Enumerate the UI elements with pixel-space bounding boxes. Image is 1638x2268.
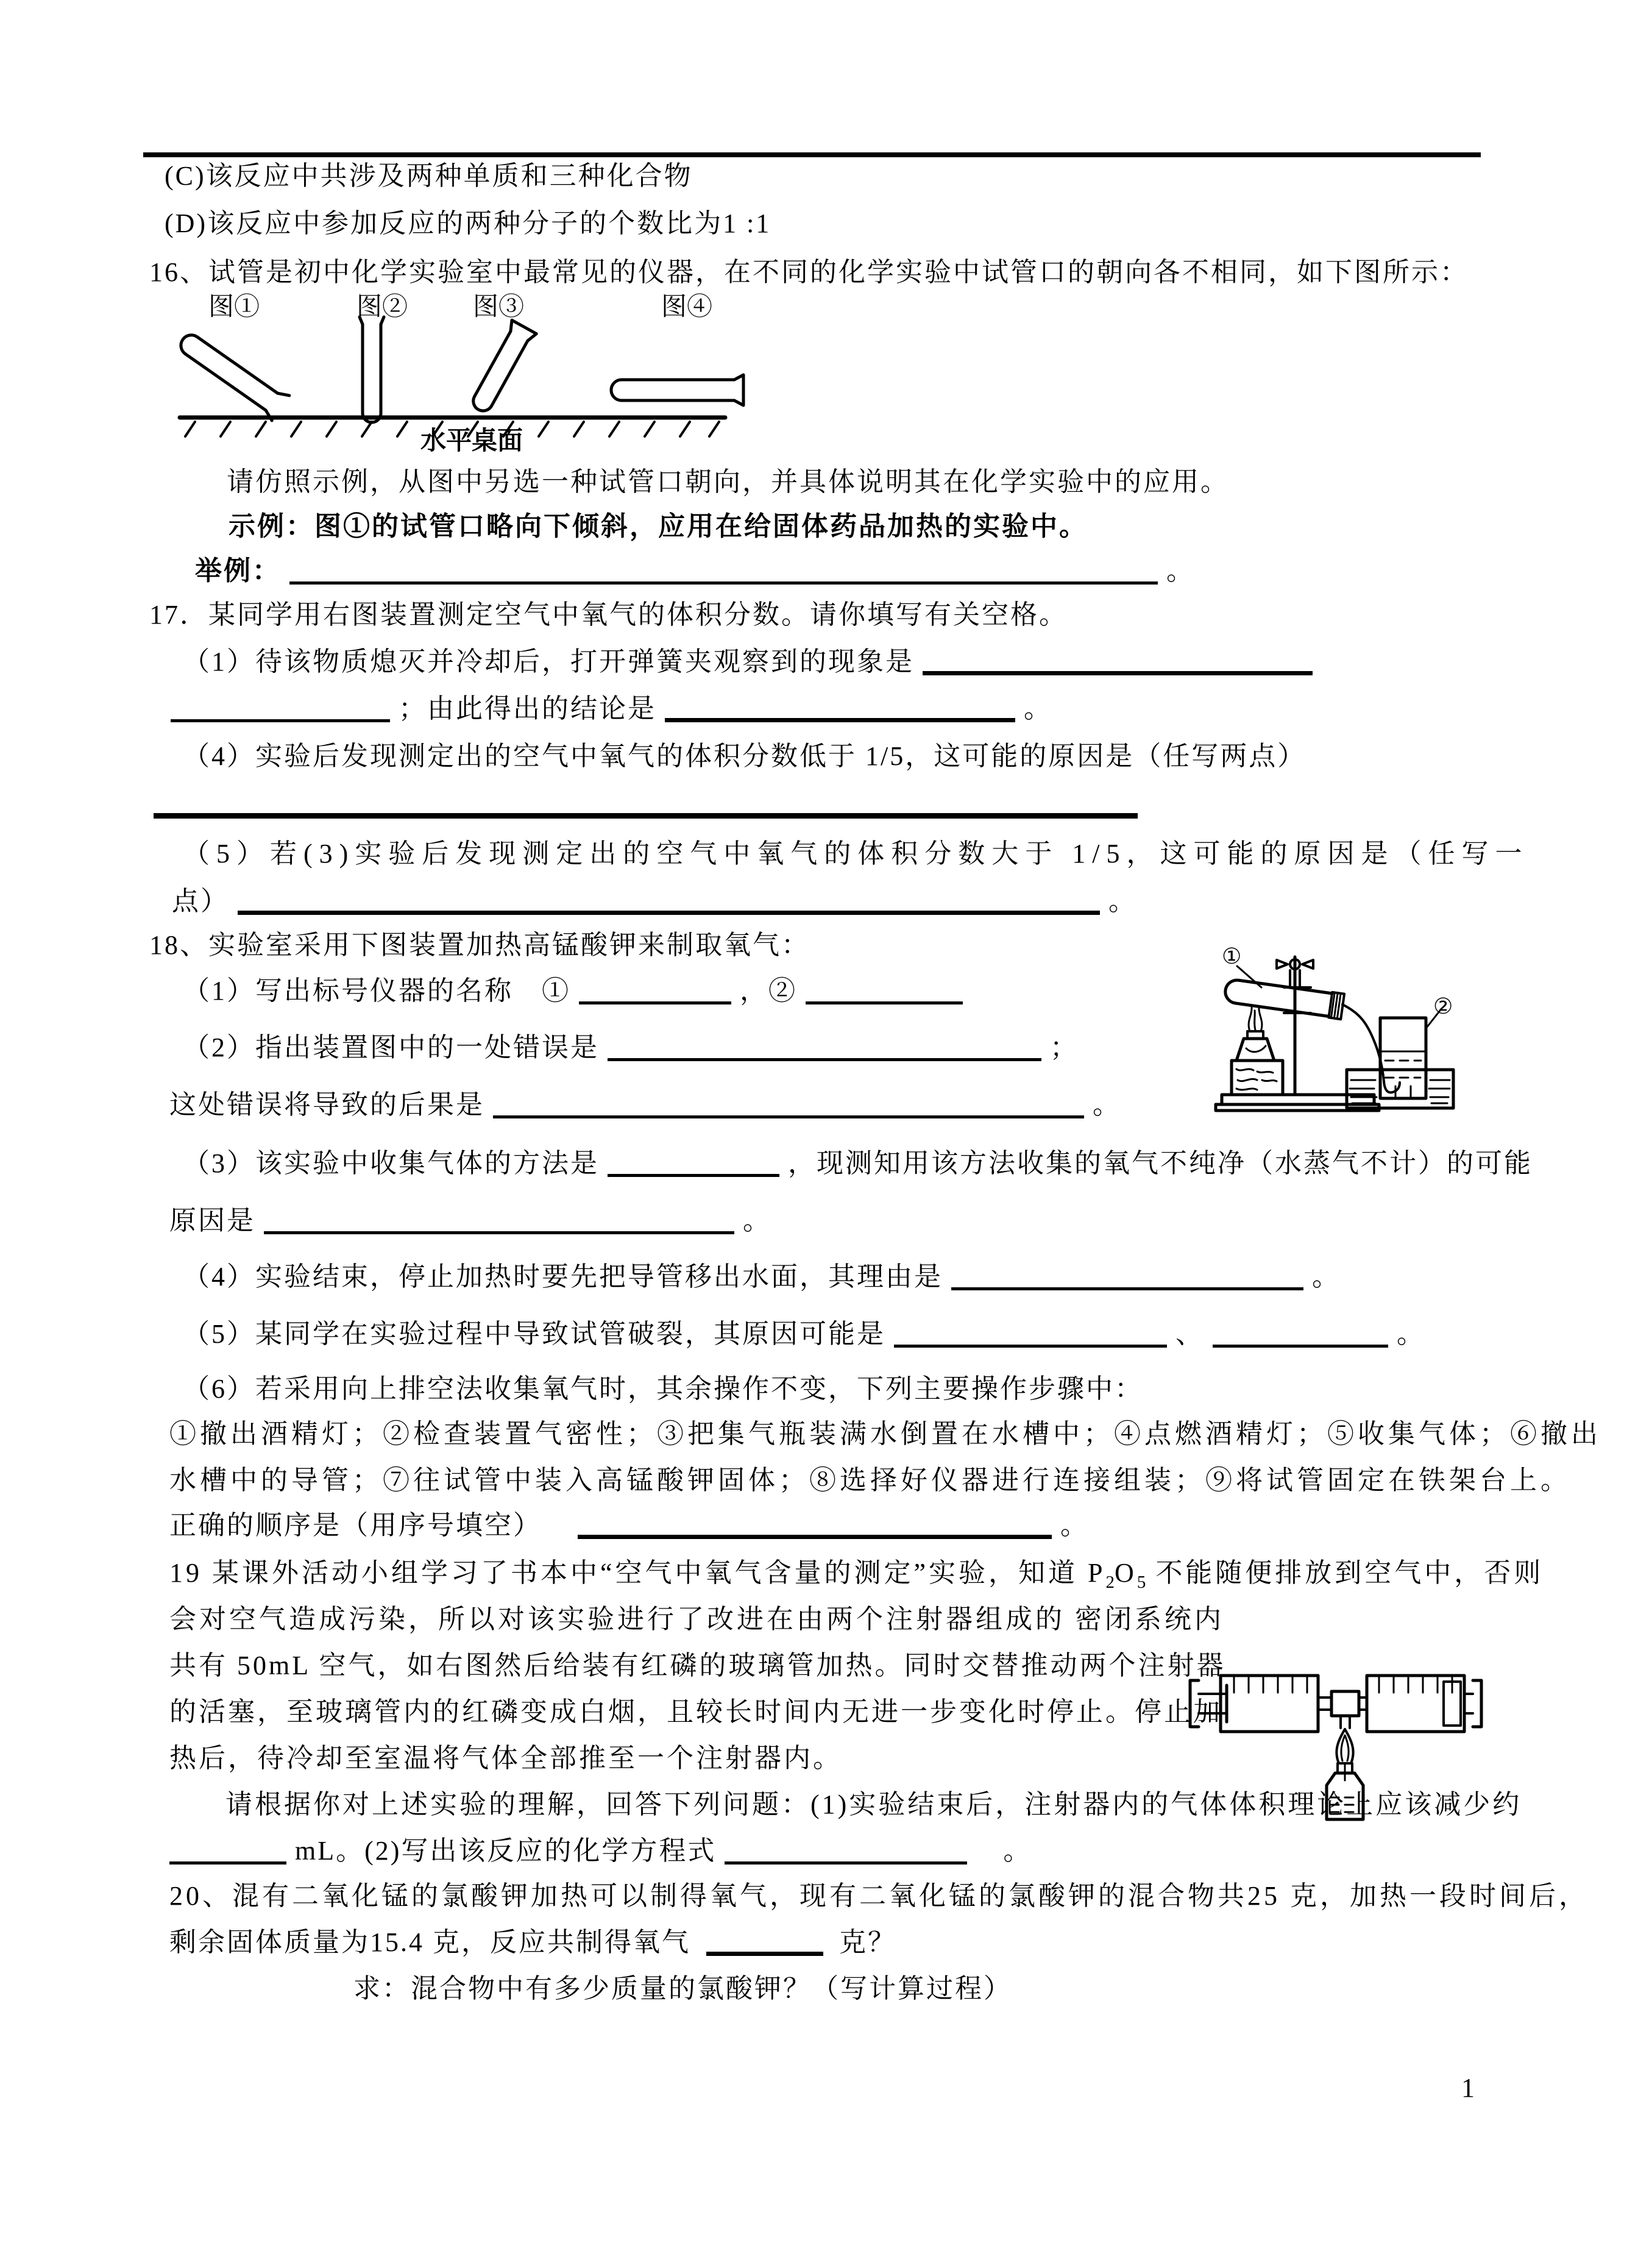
question-16-instruction-text: 请仿照示例，从图中另选一种试管口朝向，并具体说明其在化学实验中的应用。 [227,467,1229,497]
answer-blank-q17-1b[interactable] [171,694,390,722]
answer-blank-q18-1b[interactable] [806,976,963,1004]
question-18-part5 [183,1317,1425,1352]
question-16-answer-line [195,553,1195,589]
answer-blank-q18-1a[interactable] [579,976,731,1004]
question-19-line-6-text: 请根据你对上述实验的理解，回答下列问题：(1)实验结束后，注射器内的气体体积理论上应该减少约 [225,1790,1522,1819]
question-18-steps-1 [169,1417,1601,1452]
left-syringe [1190,1676,1331,1732]
option-d-text: (D)该反应中参加反应的两种分子的个数比为1 :1 [165,208,771,238]
answer-blank-q18-5a[interactable] [894,1319,1167,1348]
figure-2-label: 图② [356,293,408,321]
question-16-example [229,509,1088,544]
question-18-steps-1-text: ①撤出酒精灯；②检查装置气密性；③把集气瓶装满水倒置在水槽中；④点燃酒精灯；⑤收集气体；⑥撤出 [169,1419,1601,1449]
question-19-line-4-text: 的活塞，至玻璃管内的红磷变成白烟，且较长时间内无进一步变化时停止。停止加 [169,1697,1222,1727]
figure-4-label: 图④ [661,293,713,321]
semicolon: ； [1050,1033,1079,1062]
option-c-text: (C)该反应中共涉及两种单质和三种化合物 [165,161,693,191]
question-16-intro-text: 16、试管是初中化学实验室中最常见的仪器，在不同的化学实验中试管口的朝向各不相同，如下图所示： [149,257,1469,287]
page-number: 1 [1461,2073,1475,2103]
question-17-intro-text: 17．某同学用右图装置测定空气中氧气的体积分数。请你填写有关空格。 [149,600,1068,630]
question-17-part5-cont [172,884,1137,919]
test-tube-2 [360,317,384,422]
enum-comma: 、 [1175,1319,1204,1349]
apparatus-label-2: ② [1433,994,1453,1018]
question-16-example-text: 示例：图①的试管口略向下倾斜，应用在给固体药品加热的实验中。 [229,511,1088,541]
subscript-5: 5 [1136,1572,1146,1592]
question-17-intro [149,597,1068,633]
question-19-line-2-text: 会对空气造成污染，所以对该实验进行了改进在由两个注射器组成的 密闭系统内 [169,1604,1224,1634]
question-18-part5-text: （5）某同学在实验过程中导致试管破裂，其原因可能是 [183,1319,885,1349]
question-20-line-2-text: 剩余固体质量为15.4 克，反应共制得氧气 [169,1927,690,1957]
period: 。 [1108,886,1137,916]
question-17-part5-cont-text: 点） [172,886,229,916]
question-19-line-3-text: 共有 50mL 空气，如右图然后给装有红磷的玻璃管加热。同时交替推动两个注射器 [169,1651,1226,1680]
question-18-part4-text: （4）实验结束，停止加热时要先把导管移出水面，其理由是 [183,1262,943,1292]
question-19-line-4 [169,1694,1222,1730]
question-17-part1-cont [171,691,1052,727]
question-18-part2 [183,1030,1079,1065]
answer-blank-q18-order[interactable] [578,1509,1052,1539]
question-16-answer-label: 举例： [195,556,281,586]
question-19-line-2 [169,1602,1224,1637]
question-18-part6-text: （6）若采用向上排空法收集氧气时，其余操作不变，下列主要操作步骤中： [183,1374,1143,1404]
question-19-formula-o: O [1115,1558,1137,1588]
question-17-part4-answer [154,787,1138,823]
question-19-line-5-text: 热后，待冷却至室温将气体全部推至一个注射器内。 [169,1743,842,1773]
question-17-part5-text: （5）若(3)实验后发现测定出的空气中氧气的体积分数大于 1/5，这可能的原因是（任写一 [183,839,1529,869]
period: 。 [1093,1090,1121,1120]
question-17-part4 [183,739,1306,774]
period: 。 [743,1206,771,1235]
question-18-order [169,1508,1089,1543]
question-19-line-1 [169,1555,1544,1600]
period: 。 [1003,1836,1032,1866]
question-18-part3-cont [169,1203,771,1239]
question-20-line-2-text2: 克？ [839,1927,896,1957]
answer-blank-q18-5b[interactable] [1213,1319,1388,1348]
question-18-part3 [183,1146,1533,1181]
answer-blank-q17-5[interactable] [238,885,1100,915]
option-c [165,158,693,194]
table-surface-label: 水平桌面 [420,427,523,455]
question-19-line-5 [169,1741,842,1776]
question-18-part2-cont [169,1087,1121,1123]
subscript-2: 2 [1105,1572,1115,1592]
answer-blank-q20-mass[interactable] [706,1926,823,1956]
period: 。 [1060,1510,1089,1540]
answer-blank-q16[interactable] [289,556,1158,585]
gas-collection-bottle [1380,1018,1426,1098]
answer-blank-q19-volume[interactable] [169,1836,286,1865]
spirit-lamp [1327,1729,1363,1819]
question-20-line-1-text: 20、混有二氧化锰的氯酸钾加热可以制得氧气，现有二氧化锰的氯酸钾的混合物共25 克，加热一段时间后， [169,1881,1589,1911]
answer-blank-q18-3a[interactable] [608,1148,779,1177]
alcohol-lamp [1236,1008,1274,1061]
connector-tube [1331,1691,1367,1728]
question-17-part5 [183,836,1529,872]
question-18-part1 [183,973,963,1009]
question-19-line-7 [169,1833,1032,1869]
answer-blank-q18-2a[interactable] [608,1033,1041,1061]
test-tube-1 [174,327,289,421]
question-18-part2-cont-text: 这处错误将导致的后果是 [169,1090,484,1120]
period: 。 [1312,1262,1341,1292]
question-20-line-2 [169,1925,896,1960]
question-17-part1 [183,644,1313,680]
right-syringe [1367,1676,1481,1732]
question-18-steps-2-text: 水槽中的导管；⑦往试管中装入高锰酸钾固体；⑧选择好仪器进行连接组装；⑨将试管固定在铁架台上。 [169,1465,1571,1495]
question-18-part6 [183,1371,1143,1407]
question-20-line-3-text: 求：混合物中有多少质量的氯酸钾？（写计算过程） [353,1974,1012,2003]
top-rule [143,152,1481,157]
answer-blank-q18-2b[interactable] [493,1090,1084,1118]
answer-blank-q17-4[interactable] [154,787,1138,819]
question-18-part2-text: （2）指出装置图中的一处错误是 [183,1033,599,1062]
question-18-part3-cont-text: 原因是 [169,1206,255,1235]
question-18-order-text: 正确的顺序是（用序号填空） [169,1510,542,1540]
question-18-intro [149,928,810,963]
question-20-line-3 [353,1971,1012,2007]
period: 。 [1024,694,1052,723]
question-16-instruction [227,464,1229,500]
question-18-intro-text: 18、实验室采用下图装置加热高锰酸钾来制取氧气： [149,930,810,960]
question-20-line-1 [169,1879,1589,1914]
answer-blank-q19-equation[interactable] [725,1836,967,1865]
figure-1-label: 图① [208,293,260,321]
question-17-part1-text: （1）待该物质熄灭并冷却后，打开弹簧夹观察到的现象是 [183,647,914,677]
oxygen-preparation-apparatus-figure [1210,939,1459,1115]
answer-blank-q18-4[interactable] [951,1262,1303,1290]
figure-3-label: 图③ [473,293,525,321]
question-17-part1-cont-text: ；由此得出的结论是 [399,694,656,723]
question-18-steps-2 [169,1463,1571,1498]
question-19-line-1-text2: 不能随便排放到空气中，否则 [1146,1558,1544,1588]
question-18-part3-text2: ，现测知用该方法收集的氧气不纯净（水蒸气不计）的可能 [788,1148,1533,1178]
question-18-part4 [183,1259,1341,1295]
question-18-part3-text: （3）该实验中收集气体的方法是 [183,1148,599,1178]
question-19-line-1-text: 19 某课外活动小组学习了书本中“空气中氧气含量的测定”实验，知道 P [169,1558,1106,1588]
apparatus-label-1: ① [1222,944,1242,969]
answer-blank-q17-1a[interactable] [923,645,1313,675]
syringe-apparatus-figure [1185,1667,1484,1829]
question-17-part4-text: （4）实验后发现测定出的空气中氧气的体积分数低于 1/5，这可能的原因是（任写两点） [183,741,1306,771]
test-tube-4 [611,375,743,405]
answer-blank-q17-1c[interactable] [665,692,1015,722]
question-16-intro [149,255,1469,290]
answer-blank-q18-3b[interactable] [264,1206,734,1234]
water-trough [1347,1070,1453,1108]
option-d [165,206,771,241]
test-tube-3 [466,320,536,416]
question-19-line-7-text: mL。(2)写出该反应的化学方程式 [295,1836,717,1866]
wood-block [1232,1061,1283,1095]
question-18-part1-text2: ，② [740,976,797,1006]
period: 。 [1166,556,1195,586]
question-18-part1-text: （1）写出标号仪器的名称 ① [183,976,570,1006]
question-19-line-3 [169,1648,1225,1683]
period: 。 [1397,1319,1425,1349]
